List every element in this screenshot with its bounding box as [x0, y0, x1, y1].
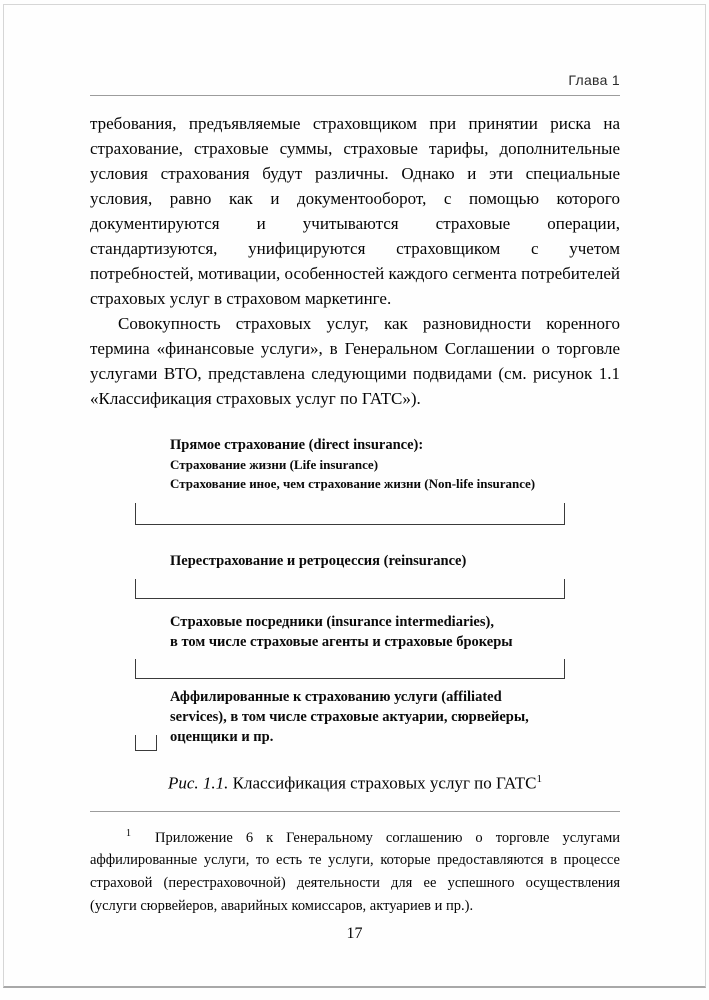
page-number: 17 — [346, 925, 363, 942]
paragraph-2: Совокупность страховых услуг, как разновидности коренного термина «финансовые услуги», в Генеральном Соглашении о торговле услугами ВТО, представлена следующими подвидами (см. рисунок 1.1 «Классификация страховых услуг по ГАТС»). — [90, 314, 620, 408]
figure-bracket — [135, 579, 565, 599]
paragraph-1: требования, предъявляемые страховщиком при принятии риска на страхование, страховые суммы, страховые тарифы, дополнительные условия страхования будут различны. Однако и эти специальные условия, равно как и документооборот, с помощью которого документируются и учитываются страховые операции, стандартизуются, унифицируются страховщиком с учетом потребностей, мотивации, особенностей каждого сегмента потребителей страховых услуг в страховом маркетинге. — [90, 114, 620, 308]
footnote-rule — [90, 811, 620, 812]
figure-item-title: Аффилированные к страхованию услуги (affiliated — [170, 689, 502, 705]
header-rule — [90, 95, 620, 96]
caption-label: Рис. 1.1. — [167, 773, 229, 793]
figure-item-title: services), в том числе страховые актуарии, сюрвейеры, — [170, 709, 529, 725]
figure-item-title: Перестрахование и ретроцессия (reinsurance) — [170, 553, 467, 569]
chapter-label: Глава 1 — [568, 72, 620, 88]
footnote-text: Приложение 6 к Генеральному соглашению о торговле услугами аффилированные услуги, то есть те услуги, которые предоставляются в процессе страховой (перестраховочной) деятельности для ее успешного осуществления (услуги сюрвейеров, аварийных комиссаров, актуариев и пр.). — [90, 829, 620, 915]
figure-item-title: оценщики и пр. — [170, 729, 274, 745]
running-head — [90, 72, 620, 88]
figure-bracket-small — [135, 735, 157, 751]
footnote — [90, 822, 620, 919]
figure-item-title: Прямое страхование (direct insurance): — [170, 437, 424, 453]
caption-text: Классификация страховых услуг по ГАТС — [232, 773, 537, 793]
figure-item-affiliated-services — [170, 687, 620, 747]
figure-item-intermediaries — [170, 612, 620, 652]
figure-bracket — [135, 659, 565, 679]
figure-1-1 — [90, 435, 620, 747]
figure-item-reinsurance — [170, 551, 620, 571]
caption-footnote-ref: 1 — [536, 773, 543, 785]
figure-item-title: в том числе страховые агенты и страховые брокеры — [170, 634, 513, 650]
figure-item-subline: Страхование жизни (Life insurance) — [170, 457, 379, 472]
page-content — [90, 72, 620, 918]
figure-item-title: Страховые посредники (insurance intermediaries), — [170, 614, 494, 630]
figure-item-subline: Страхование иное, чем страхование жизни (Non-life insurance) — [170, 476, 536, 491]
figure-caption — [90, 773, 620, 794]
footnote-marker: 1 — [126, 827, 131, 839]
figure-bracket — [135, 503, 565, 525]
figure-item-direct-insurance — [170, 435, 620, 493]
